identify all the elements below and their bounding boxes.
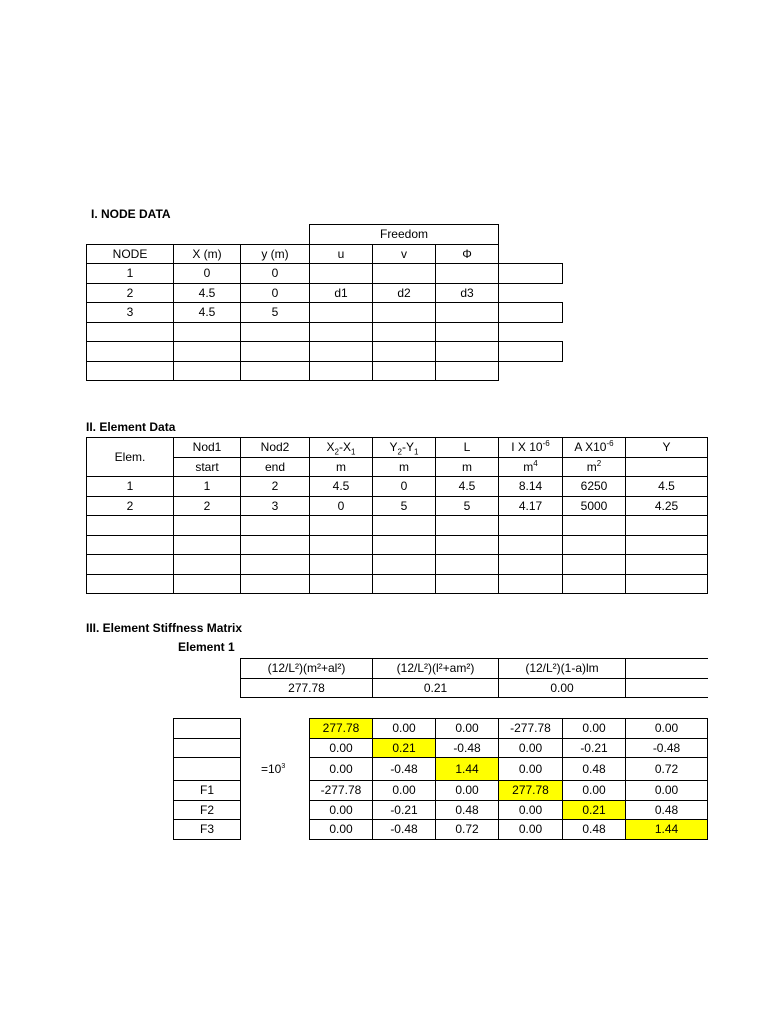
node-cell: 1 bbox=[87, 264, 174, 284]
matrix-row bbox=[310, 719, 708, 739]
node-row bbox=[87, 322, 563, 342]
matrix-cell: 0.72 bbox=[436, 820, 499, 840]
matrix-cell: 0.00 bbox=[373, 719, 436, 739]
header-x: X (m) bbox=[174, 244, 241, 264]
matrix-cell: 0.00 bbox=[563, 719, 626, 739]
matrix-cell: -277.78 bbox=[310, 781, 373, 801]
unit-a: $m^2$ bbox=[563, 457, 626, 477]
matrix-cell: 0.00 bbox=[373, 781, 436, 801]
matrix-cell: 0.00 bbox=[499, 738, 563, 758]
matrix-cell: -0.48 bbox=[626, 738, 708, 758]
coef-value: 0.21 bbox=[373, 678, 499, 698]
coef-value: 0.00 bbox=[499, 678, 626, 698]
matrix-cell: -0.48 bbox=[373, 820, 436, 840]
element-row bbox=[87, 516, 708, 536]
element-cell: 0 bbox=[373, 477, 436, 497]
node-cell: 2 bbox=[87, 283, 174, 303]
node-cell bbox=[310, 264, 373, 284]
element-row bbox=[87, 496, 708, 516]
matrix-cell: -277.78 bbox=[499, 719, 563, 739]
node-cell: d2 bbox=[373, 283, 436, 303]
force-label: F2 bbox=[174, 800, 241, 820]
unit-l: m bbox=[436, 457, 499, 477]
force-label bbox=[174, 758, 241, 781]
node-row bbox=[87, 361, 563, 381]
element-cell: 2 bbox=[241, 477, 310, 497]
matrix-cell: 0.48 bbox=[563, 758, 626, 781]
coef-header: (12/L²)(m²+al²) bbox=[241, 659, 373, 679]
element-cell: 4.25 bbox=[626, 496, 708, 516]
matrix-cell: 0.48 bbox=[563, 820, 626, 840]
freedom-header-row bbox=[87, 225, 563, 245]
element-row bbox=[87, 574, 708, 594]
node-cell bbox=[310, 303, 373, 323]
matrix-diagonal-cell: 277.78 bbox=[310, 719, 373, 739]
node-cell bbox=[436, 303, 499, 323]
header-node: NODE bbox=[87, 244, 174, 264]
element-cell: 1 bbox=[87, 477, 174, 497]
matrix-cell: 0.48 bbox=[436, 800, 499, 820]
header-ax: A $X10^{-6}$ bbox=[563, 438, 626, 458]
header-l: L bbox=[436, 438, 499, 458]
node-cell bbox=[436, 264, 499, 284]
unit-dx: m bbox=[310, 457, 373, 477]
node-extra-cell bbox=[499, 303, 563, 323]
node-row bbox=[87, 283, 563, 303]
node-cell: 0 bbox=[241, 264, 310, 284]
matrix-cell: 0.00 bbox=[499, 800, 563, 820]
matrix-cell: 0.00 bbox=[310, 800, 373, 820]
node-cell: 3 bbox=[87, 303, 174, 323]
header-elem: Elem. bbox=[87, 438, 174, 477]
node-row bbox=[87, 342, 563, 362]
matrix-cell: -0.21 bbox=[373, 800, 436, 820]
header-y: y (m) bbox=[241, 244, 310, 264]
coefficient-value-row bbox=[241, 678, 708, 698]
node-extra-cell bbox=[499, 342, 563, 362]
matrix-cell: 0.00 bbox=[499, 820, 563, 840]
matrix-cell: -0.48 bbox=[373, 758, 436, 781]
matrix-cell: 0.00 bbox=[310, 820, 373, 840]
force-label bbox=[174, 719, 241, 739]
header-dy: $Y_2-Y_1$ bbox=[373, 438, 436, 458]
unit-i: $m^4$ bbox=[499, 457, 563, 477]
matrix-diagonal-cell: 0.21 bbox=[563, 800, 626, 820]
node-cell: d1 bbox=[310, 283, 373, 303]
matrix-row bbox=[310, 738, 708, 758]
matrix-diagonal-cell: 0.21 bbox=[373, 738, 436, 758]
node-cell: 4.5 bbox=[174, 303, 241, 323]
unit-end: end bbox=[241, 457, 310, 477]
node-extra-cell bbox=[499, 264, 563, 284]
element-data-title: II. Element Data bbox=[86, 420, 176, 434]
element-cell: 2 bbox=[87, 496, 174, 516]
matrix-row bbox=[310, 820, 708, 840]
element-data-table bbox=[86, 437, 708, 594]
element-cell: 5 bbox=[436, 496, 499, 516]
header-u: u bbox=[310, 244, 373, 264]
force-label: F1 bbox=[174, 781, 241, 801]
node-row bbox=[87, 303, 563, 323]
element-cell: 2 bbox=[174, 496, 241, 516]
unit-start: start bbox=[174, 457, 241, 477]
element-units-row bbox=[87, 457, 708, 477]
header-nod1: Nod1 bbox=[174, 438, 241, 458]
header-phi: Φ bbox=[436, 244, 499, 264]
force-label-column bbox=[173, 718, 241, 840]
matrix-cell: 0.00 bbox=[436, 781, 499, 801]
matrix-cell: 0.00 bbox=[626, 781, 708, 801]
matrix-row bbox=[310, 781, 708, 801]
matrix-row bbox=[310, 800, 708, 820]
unit-dy: m bbox=[373, 457, 436, 477]
node-cell: 0 bbox=[174, 264, 241, 284]
matrix-cell: 0.72 bbox=[626, 758, 708, 781]
multiplier: $=10^3$ bbox=[261, 762, 286, 776]
matrix-cell: 0.00 bbox=[626, 719, 708, 739]
coefficient-header-row bbox=[241, 659, 708, 679]
element-cell: 5000 bbox=[563, 496, 626, 516]
force-label: F3 bbox=[174, 820, 241, 840]
coef-value: 277.78 bbox=[241, 678, 373, 698]
element-header-row bbox=[87, 438, 708, 458]
node-data-title: I. NODE DATA bbox=[91, 207, 171, 221]
element-cell: 5 bbox=[373, 496, 436, 516]
element-cell: 4.5 bbox=[436, 477, 499, 497]
node-cell: d3 bbox=[436, 283, 499, 303]
element-cell: 4.5 bbox=[626, 477, 708, 497]
header-nod2: Nod2 bbox=[241, 438, 310, 458]
freedom-label: Freedom bbox=[310, 225, 499, 245]
matrix-row bbox=[310, 758, 708, 781]
node-cell bbox=[373, 303, 436, 323]
stiffness-matrix bbox=[309, 718, 708, 840]
element-cell: 0 bbox=[310, 496, 373, 516]
matrix-cell: 0.00 bbox=[499, 758, 563, 781]
header-ix: I X $10^{-6}$ bbox=[499, 438, 563, 458]
header-gamma: Y bbox=[626, 438, 708, 458]
node-cell: 5 bbox=[241, 303, 310, 323]
matrix-cell: -0.21 bbox=[563, 738, 626, 758]
element-cell: 1 bbox=[174, 477, 241, 497]
element-row bbox=[87, 535, 708, 555]
matrix-cell: -0.48 bbox=[436, 738, 499, 758]
element-cell: 6250 bbox=[563, 477, 626, 497]
matrix-diagonal-cell: 1.44 bbox=[626, 820, 708, 840]
matrix-cell: 0.00 bbox=[436, 719, 499, 739]
header-dx: $X_2-X_1$ bbox=[310, 438, 373, 458]
matrix-cell: 0.00 bbox=[310, 738, 373, 758]
matrix-diagonal-cell: 1.44 bbox=[436, 758, 499, 781]
force-label bbox=[174, 738, 241, 758]
coef-header: (12/L²)(l²+am²) bbox=[373, 659, 499, 679]
node-cell bbox=[373, 264, 436, 284]
header-v: v bbox=[373, 244, 436, 264]
matrix-cell: 0.00 bbox=[563, 781, 626, 801]
element-1-label: Element 1 bbox=[178, 640, 235, 654]
element-row bbox=[87, 477, 708, 497]
coefficient-table bbox=[240, 658, 708, 698]
node-data-table bbox=[86, 224, 563, 381]
element-row bbox=[87, 555, 708, 575]
element-cell: 4.17 bbox=[499, 496, 563, 516]
node-header-row bbox=[87, 244, 563, 264]
element-cell: 8.14 bbox=[499, 477, 563, 497]
node-cell: 4.5 bbox=[174, 283, 241, 303]
element-cell: 3 bbox=[241, 496, 310, 516]
matrix-cell: 0.00 bbox=[310, 758, 373, 781]
matrix-cell: 0.48 bbox=[626, 800, 708, 820]
stiffness-title: III. Element Stiffness Matrix bbox=[86, 621, 243, 635]
element-cell: 4.5 bbox=[310, 477, 373, 497]
matrix-diagonal-cell: 277.78 bbox=[499, 781, 563, 801]
node-cell: 0 bbox=[241, 283, 310, 303]
coef-header: (12/L²)(1-a)lm bbox=[499, 659, 626, 679]
node-row bbox=[87, 264, 563, 284]
